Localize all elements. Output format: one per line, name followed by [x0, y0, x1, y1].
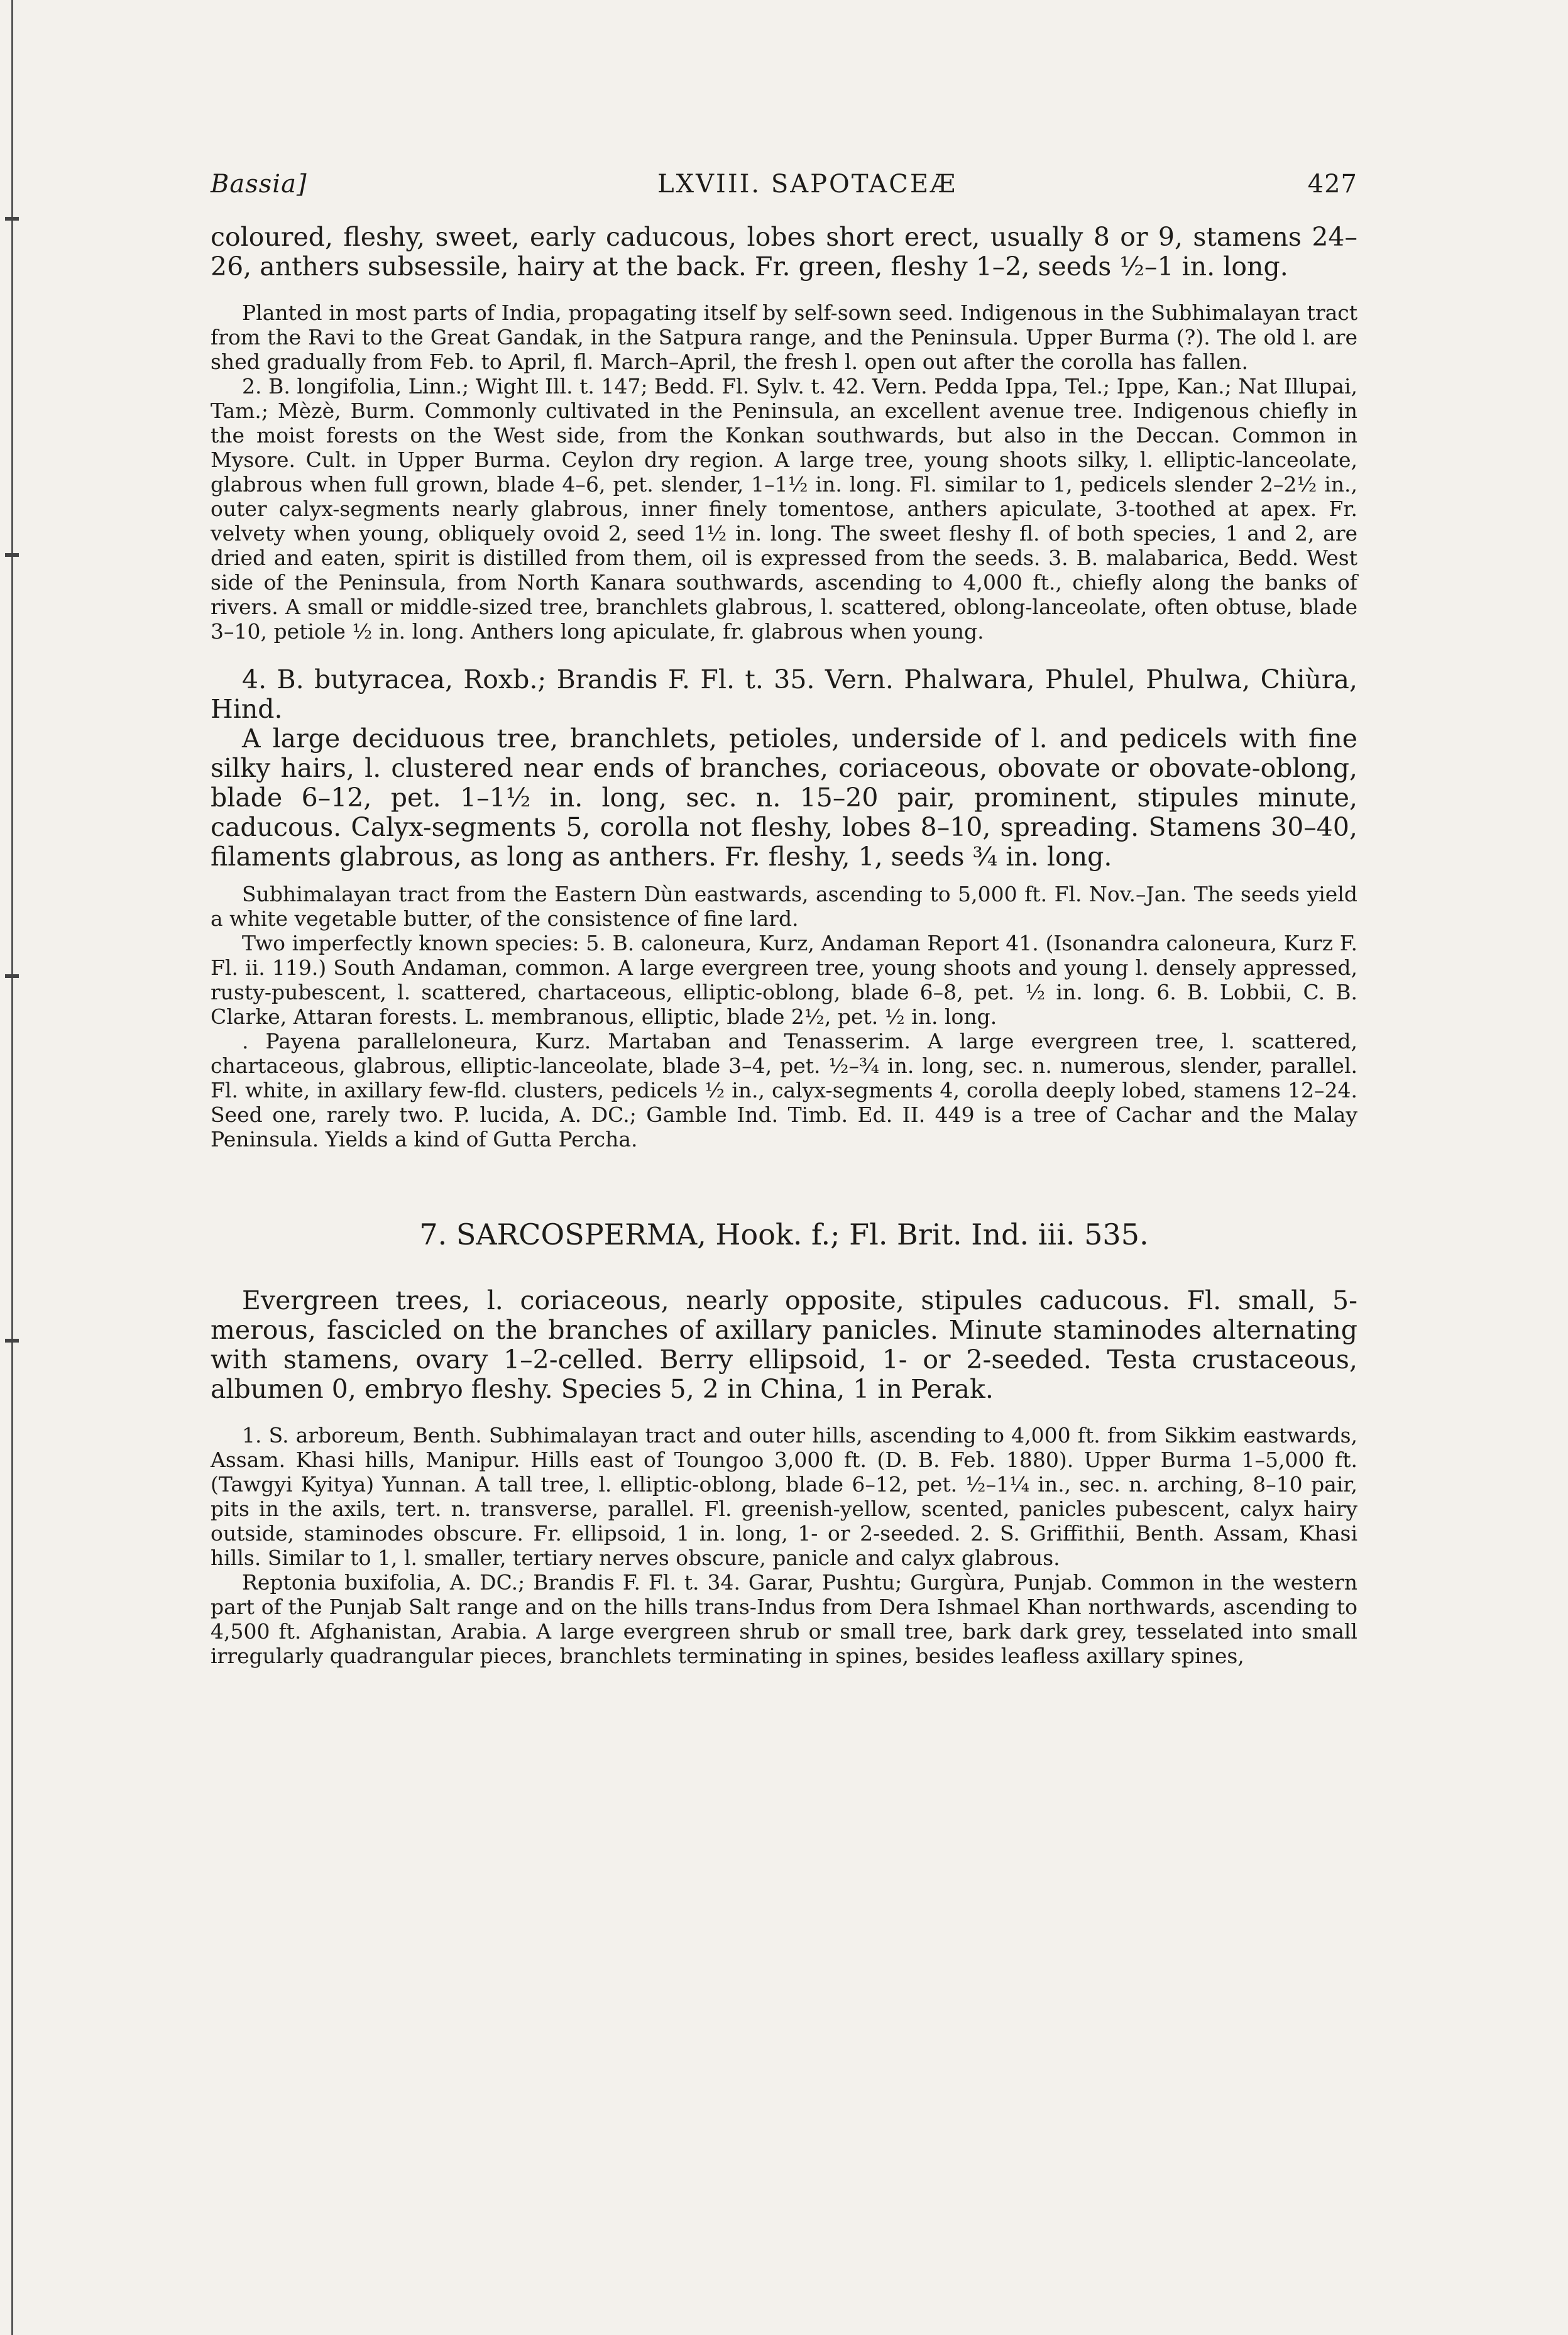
page-content	[211, 170, 1357, 1668]
running-head	[211, 170, 1357, 199]
paragraph-longifolia: 2. B. longifolia, Linn.; Wight Ill. t. 147; Bedd. Fl. Sylv. t. 42. Vern. Pedda Ippa, Tel.; Ippe, Kan.; Nat Illupai, Tam.; Mèzè, Burm. Commonly cultivated in the Peninsula, an excellent avenue tree. Indigenous chiefly in the moist forests on the West side, from the Konkan southwards, but also in the Deccan. Common in Mysore. Cult. in Upper Burma. Ceylon dry region. A large tree, young shoots silky, l. elliptic-lanceolate, glabrous when full grown, blade 4–6, pet. slender, 1–1½ in. long. Fl. similar to 1, pedicels slender 2–2½ in., outer calyx-segments nearly glabrous, inner finely tomentose, anthers apiculate, 3-toothed at apex. Fr. velvety when young, obliquely ovoid 2, seed 1½ in. long. The sweet fleshy fl. of both species, 1 and 2, are dried and eaten, spirit is distilled from them, oil is expressed from the seeds. 3. B. malabarica, Bedd. West side of the Peninsula, from North Kanara southwards, ascending to 4,000 ft., chiefly along the banks of rivers. A small or middle-sized tree, branchlets glabrous, l. scattered, oblong-lanceolate, often obtuse, blade 3–10, petiole ½ in. long. Anthers long apiculate, fr. glabrous when young.	[211, 374, 1357, 644]
paragraph-distribution: Planted in most parts of India, propagating itself by self-sown seed. Indigenous in the Subhimalayan tract from the Ravi to the Great Gandak, in the Satpura range, and the Peninsula. Upper Burma (?). The old l. are shed gradually from Feb. to April, fl. March–April, the fresh l. open out after the corolla has fallen.	[211, 300, 1357, 374]
genus-heading: 7. SARCOSPERMA, Hook. f.; Fl. Brit. Ind. iii. 535.	[419, 1217, 1149, 1251]
edge-mark	[5, 974, 19, 978]
paragraph-imperfect-species: Two imperfectly known species: 5. B. caloneura, Kurz, Andaman Report 41. (Isonandra caloneura, Kurz F. Fl. ii. 119.) South Andaman, common. A large evergreen tree, young shoots and young l. densely appressed, rusty-pubescent, l. scattered, chartaceous, elliptic-oblong, blade 6–8, pet. ½ in. long. 6. B. Lobbii, C. B. Clarke, Attaran forests. L. membranous, elliptic, blade 2½, pet. ½ in. long.	[211, 931, 1357, 1029]
paragraph-continued: coloured, fleshy, sweet, early caducous, lobes short erect, usually 8 or 9, stamens 24–26, anthers subsessile, hairy at the back. Fr. green, fleshy 1–2, seeds ½–1 in. long.	[211, 222, 1357, 282]
paragraph-butyracea-distribution: Subhimalayan tract from the Eastern Dùn eastwards, ascending to 5,000 ft. Fl. Nov.–Jan. The seeds yield a white vegetable butter, of the consistence of fine lard.	[211, 882, 1357, 931]
paragraph-payena: . Payena paralleloneura, Kurz. Martaban and Tenasserim. A large evergreen tree, l. scattered, chartaceous, glabrous, elliptic-lanceolate, blade 3–4, pet. ½–¾ in. long, sec. n. numerous, slender, parallel. Fl. white, in axillary few-fld. clusters, pedicels ½ in., calyx-segments 4, corolla deeply lobed, stamens 12–24. Seed one, rarely two. P. lucida, A. DC.; Gamble Ind. Timb. Ed. II. 449 is a tree of Cachar and the Malay Peninsula. Yields a kind of Gutta Percha.	[211, 1029, 1357, 1151]
paragraph-reptonia: Reptonia buxifolia, A. DC.; Brandis F. Fl. t. 34. Garar, Pushtu; Gurgùra, Punjab. Common in the western part of the Punjab Salt range and on the hills trans-Indus from Dera Ishmael Khan northwards, ascending to 4,500 ft. Afghanistan, Arabia. A large evergreen shrub or small tree, bark dark grey, tesselated into small irregularly quadrangular pieces, branchlets terminating in spines, besides leafless axillary spines,	[211, 1570, 1357, 1668]
species-heading-butyracea: 4. B. butyracea, Roxb.; Brandis F. Fl. t. 35. Vern. Phalwara, Phulel, Phulwa, Chiùra, Hind.	[211, 664, 1357, 724]
edge-mark	[5, 217, 19, 221]
paragraph-sarcosperma-species: 1. S. arboreum, Benth. Subhimalayan tract and outer hills, ascending to 4,000 ft. from Sikkim eastwards, Assam. Khasi hills, Manipur. Hills east of Toungoo 3,000 ft. (D. B. Feb. 1880). Upper Burma 1–5,000 ft. (Tawgyi Kyitya) Yunnan. A tall tree, l. elliptic-oblong, blade 6–12, pet. ½–1¼ in., sec. n. arching, 8–10 pair, pits in the axils, tert. n. transverse, parallel. Fl. greenish-yellow, scented, panicles pubescent, calyx hairy outside, staminodes obscure. Fr. ellipsoid, 1 in. long, 1- or 2-seeded. 2. S. Griffithii, Benth. Assam, Khasi hills. Similar to 1, l. smaller, tertiary nerves obscure, panicle and calyx glabrous.	[211, 1423, 1357, 1570]
page-number: 427	[1307, 170, 1357, 199]
page-edge-line	[11, 0, 13, 2335]
header-genus: Bassia]	[211, 170, 307, 199]
paragraph-sarcosperma-description: Evergreen trees, l. coriaceous, nearly opposite, stipules caducous. Fl. small, 5-merous, fascicled on the branches of axillary panicles. Minute staminodes alternating with stamens, ovary 1–2-celled. Berry ellipsoid, 1- or 2-seeded. Testa crustaceous, albumen 0, embryo fleshy. Species 5, 2 in China, 1 in Perak.	[211, 1285, 1357, 1404]
header-family: LXVIII. SAPOTACEÆ	[657, 170, 958, 199]
paragraph-butyracea-description: A large deciduous tree, branchlets, petioles, underside of l. and pedicels with fine silky hairs, l. clustered near ends of branches, coriaceous, obovate or obovate-oblong, blade 6–12, pet. 1–1½ in. long, sec. n. 15–20 pair, prominent, stipules minute, caducous. Calyx-segments 5, corolla not fleshy, lobes 8–10, spreading. Stamens 30–40, filaments glabrous, as long as anthers. Fr. fleshy, 1, seeds ¾ in. long.	[211, 723, 1357, 872]
edge-mark	[5, 553, 19, 557]
edge-mark	[5, 1339, 19, 1343]
